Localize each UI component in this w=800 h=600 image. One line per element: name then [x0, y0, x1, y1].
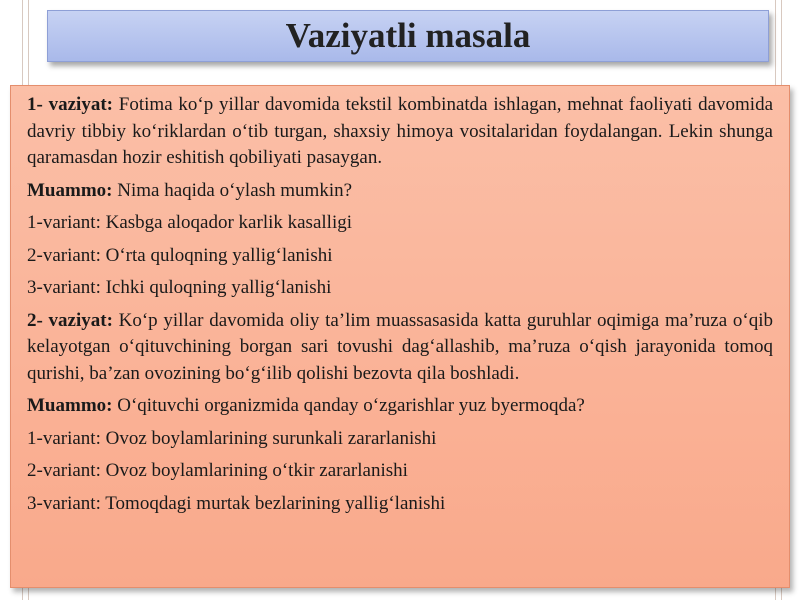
problem-2-label: Muammo: — [27, 395, 113, 416]
situation-1-option-3: 3-variant: Ichki quloqning yallig‘lanishi — [27, 277, 332, 298]
problem-1-label: Muammo: — [27, 179, 113, 201]
situation-2-option-1: 1-variant: Ovoz boylamlarining surunkali zararlanishi — [27, 427, 437, 449]
situation-2-label: 2- vaziyat: — [27, 309, 113, 331]
slide-title: Vaziyatli masala — [285, 16, 531, 55]
situation-1-problem — [27, 178, 773, 205]
situation-2-text: Ko‘p yillar davomida oliy ta’lim muassasasida katta guruhlar oqimiga ma’ruza o‘qib kelayotgan o‘qituvchining borgan sari tovushi dag‘allashib, ma’ruza o‘qish jarayonida tomoq qurishi, ba’zan ovozining bo‘g‘ilib qolishi bezovta qila boshladi. — [27, 309, 773, 384]
problem-2-text: O‘qituvchi organizmida qanday o‘zgarishlar yuz byermoqda? — [117, 395, 585, 416]
situation-2-option-3: 3-variant: Tomoqdagi murtak bezlarining yallig‘lanishi — [27, 492, 446, 514]
problem-1-text: Nima haqida o‘ylash mumkin? — [117, 179, 353, 201]
situation-2-option-2: 2-variant: Ovoz boylamlarining o‘tkir zararlanishi — [27, 460, 408, 481]
situation-1-label: 1- vaziyat: — [27, 94, 113, 115]
situation-1-option-1: 1-variant: Kasbga aloqador karlik kasalligi — [27, 212, 353, 233]
situation-2-paragraph — [27, 308, 773, 388]
content-box — [10, 85, 790, 588]
situation-1-text: Fotima ko‘p yillar davomida tekstil kombinatda ishlagan, mehnat faoliyati davomida davriy tibbiy ko‘riklardan o‘tib turgan, shaxsiy himoya vositalaridan foydalangan. Lekin shunga qaramasdan hozir eshitish qobiliyati pasaygan. — [27, 94, 773, 168]
situation-1-option-2: 2-variant: O‘rta quloqning yallig‘lanishi — [27, 244, 333, 266]
situation-1-paragraph — [27, 92, 773, 172]
situation-2-problem — [27, 393, 773, 420]
title-banner — [47, 10, 769, 62]
